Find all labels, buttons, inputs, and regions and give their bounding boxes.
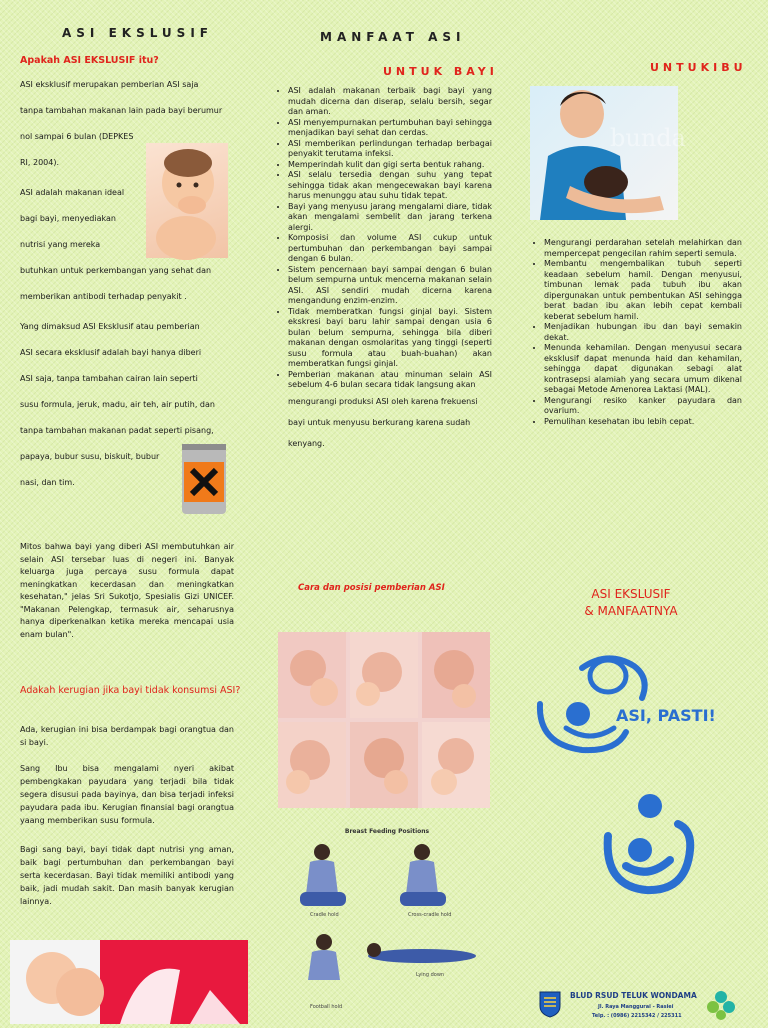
list-item: • ASI selalu tersedia dengan suhu yang tepat sehingga tidak akan mengecewakan bayi karena harus menunggu atau suhu tidak tepat.: [288, 170, 492, 202]
bf-label: Football hold: [310, 1004, 343, 1010]
col2-header: MANFAAT ASI: [320, 30, 466, 44]
breastfeeding-positions-photo-grid: [278, 632, 490, 808]
twin-babies-photo: [10, 940, 248, 1024]
def-line: Yang dimaksud ASI Eksklusif atau pemberian: [20, 322, 200, 331]
slogan: ASI, PASTI!: [616, 706, 716, 725]
hospital-address: Jl. Raya Manggurai - Rasiei: [598, 1004, 674, 1010]
ideal-line: nutrisi yang mereka: [20, 240, 101, 249]
list-item: • Menunda kehamilan. Dengan menyusui secara eksklusif dapat menunda haid dan kehamilan, sehingga dapat digunakan sebagi alat kontrasepsi alamiah yang secara umum dikenal sebagai Metode Amenorea Laktasi (MAL).: [544, 343, 742, 396]
bf-label: Cross-cradle hold: [408, 912, 452, 918]
for-baby-subheader: UNTUK BAYI: [383, 65, 498, 78]
ideal-line: ASI adalah makanan ideal: [20, 188, 125, 197]
intro-line: ASI eksklusif merupakan pemberian ASI saja: [20, 80, 199, 89]
loss-paragraph-3: Bagi sang bayi, bayi tidak dapt nutrisi yng aman, baik bagi pertumbuhan dan perkembangan bayi serta kecerdasan. Bayi tidak memiliki antibodi yang baik, jadi mudah sakit. Dan masih banyak kerugian lainnya.: [20, 845, 234, 906]
bf-label: Lying down: [416, 972, 445, 978]
def-line: nasi, dan tim.: [20, 478, 75, 487]
intro-line: nol sampai 6 bulan (DEPKES: [20, 132, 134, 141]
cover-title-line-1: ASI EKSLUSIF: [591, 587, 671, 601]
benefit-tail: mengurangi produksi ASI oleh karena frekuensi bayi untuk menyusu berkurang karena sudah kenyang.: [288, 396, 478, 448]
loss-paragraph-2: Sang Ibu bisa mengalami nyeri akibat pembengkakan payudara yang terjadi bila tidak segera disusui pada bayinya, dan bisa terjadi infeksi payudara pada ibu. Kerugian finansial bagi orangtua yaang memberikan susu formula.: [20, 764, 234, 825]
intro-line: tanpa tambahan makanan lain pada bayi berumur: [20, 106, 223, 115]
breastfeeding-icon: [600, 790, 694, 896]
list-item: • ASI memberikan perlindungan terhadap berbagai penyakit terutama infeksi.: [288, 139, 492, 160]
mother-baby-icon: [530, 648, 750, 758]
list-item: • Komposisi dan volume ASI cukup untuk pertumbuhan dan perkembangan bayi sampai dengan 6 bulan.: [288, 233, 492, 265]
baby-benefits-list: [276, 86, 492, 454]
list-item: • Mengurangi perdarahan setelah melahirkan dan mempercepat pengecilan rahim seperti semula.: [544, 238, 742, 259]
def-line: tanpa tambahan makanan padat seperti pisang,: [20, 426, 214, 435]
def-line: susu formula, jeruk, madu, air teh, air putih, dan: [20, 400, 215, 409]
formula-can-photo: [178, 440, 230, 518]
list-item: • Menjadikan hubungan ibu dan bayi semakin dekat.: [544, 322, 742, 343]
for-mother-subheader: UNTUKIBU: [650, 61, 747, 74]
asi-definition-block: [20, 72, 252, 496]
myth-paragraph: Mitos bahwa bayi yang diberi ASI membutuhkan air selain ASI tersebar luas di negeri ini. Banyak keluarga juga percaya susu formula dapat meningkatkan kecerdasan dan meningkatkan kesehatan," jelas Sri Sukotjo, Spesialis Gizi UNICEF. "Makanan Pelengkap, termasuk air, seharusnya hanya diperkenalkan ketika mereka mencapai usia enam bulan".: [20, 542, 234, 639]
what-is-asi-question: Apakah ASI EKSLUSIF itu?: [20, 55, 159, 66]
baby-photo: [146, 143, 228, 258]
def-line: ASI saja, tanpa tambahan cairan lain seperti: [20, 374, 198, 383]
intro-line: RI, 2004).: [20, 158, 60, 167]
mother-breastfeeding-photo: [530, 86, 686, 220]
list-item: • Pemberian makanan atau minuman selain ASI sebelum 4-6 bulan secara tidak langsung akan: [288, 370, 492, 391]
list-item: • Membantu mengembalikan tubuh seperti keadaan sebelum hamil. Dengan menyusui, timbunan lemak pada tubuh ibu akan dipergunakan untuk pembentukan ASI sehingga berat badan ibu akan lebih cepat kembali keberat sebelum hamil.: [544, 259, 742, 322]
list-item: • ASI menyempurnakan pertumbuhan bayi sehingga menjadikan bayi sehat dan cerdas.: [288, 118, 492, 139]
list-item: • ASI adalah makanan terbaik bagi bayi yang mudah dicerna dan diserap, selalu bersih, segar dan aman.: [288, 86, 492, 118]
breastfeeding-positions-illustration: [282, 828, 492, 1016]
list-item: • Tidak memberatkan fungsi ginjal bayi. Sistem ekskresi bayi baru lahir sampai dengan usia 6 bulan belum sempurna, sehingga bila diberi makanan dengan osmolaritas yang tinggi (seperti susu formula atau buah-buahan) akan memberatkan fungsi ginjal.: [288, 307, 492, 370]
ideal-line: bagi bayi, menyediakan: [20, 214, 116, 223]
loss-question: Adakah kerugian jika bayi tidak konsumsi ASI?: [20, 685, 241, 696]
svg-text:bunda: bunda: [610, 124, 686, 152]
mother-benefits-list: [532, 238, 742, 427]
list-item: • Sistem pencernaan bayi sampai dengan 6 bulan belum sempurna untuk mencerna makanan selain ASI. ASI sendiri mudah dicerna karena mengandung enzim-enzim.: [288, 265, 492, 307]
cover-title-line-2: & MANFAATNYA: [584, 604, 678, 618]
regency-emblem-icon: [538, 990, 562, 1018]
list-item: • Mengurangi resiko kanker payudara dan ovarium.: [544, 396, 742, 417]
ideal-line: butuhkan untuk perkembangan yang sehat dan: [20, 266, 212, 275]
list-item: • Memperindah kulit dan gigi serta bentuk rahang.: [288, 160, 492, 171]
col1-header: ASI EKSLUSIF: [62, 26, 213, 40]
hospital-name: BLUD RSUD TELUK WONDAMA: [570, 991, 697, 1000]
def-line: papaya, bubur susu, biskuit, bubur: [20, 452, 160, 461]
health-ministry-logo-icon: [706, 990, 736, 1020]
cover-title: [546, 586, 716, 620]
positions-title: Cara dan posisi pemberian ASI: [298, 583, 445, 593]
bf-illustration-title: Breast Feeding Positions: [344, 828, 430, 835]
list-item: • Bayi yang menyusu jarang mengalami diare, tidak akan mengalami sembelit dan jarang terkena alergi.: [288, 202, 492, 234]
loss-paragraph-1: Ada, kerugian ini bisa berdampak bagi orangtua dan si bayi.: [20, 725, 234, 747]
hospital-phone: Telp. : (0986) 2215342 / 225311: [592, 1013, 682, 1019]
asi-pasti-logo: [530, 648, 750, 758]
def-line: ASI secara eksklusif adalah bayi hanya diberi: [20, 348, 202, 357]
ideal-line: memberikan antibodi terhadap penyakit .: [20, 292, 187, 301]
bf-label: Cradle hold: [310, 912, 339, 918]
list-item: • Pemulihan kesehatan ibu lebih cepat.: [544, 417, 742, 428]
